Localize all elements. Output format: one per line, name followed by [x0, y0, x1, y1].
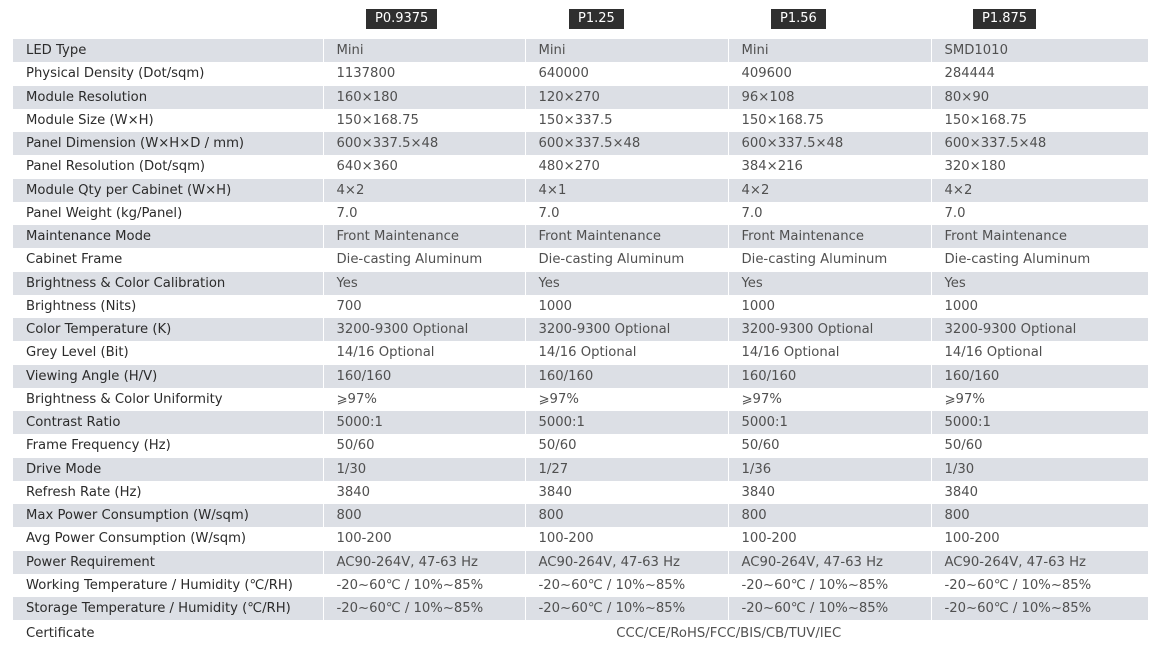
spec-value: -20~60℃ / 10%~85%: [525, 574, 728, 597]
spec-value: 50/60: [323, 434, 525, 457]
model-header-row: [13, 6, 1148, 32]
spec-value: 3200-9300 Optional: [728, 318, 931, 341]
spec-value: 800: [728, 504, 931, 527]
spec-value: 50/60: [728, 434, 931, 457]
spec-value: 1000: [728, 295, 931, 318]
spec-row: [13, 295, 1148, 318]
spec-value: 3840: [728, 481, 931, 504]
spec-value: 1/30: [323, 458, 525, 481]
spec-row: [13, 86, 1148, 109]
spec-row: [13, 527, 1148, 550]
spec-value: 5000:1: [525, 411, 728, 434]
spec-label: Cabinet Frame: [13, 248, 323, 271]
spec-value: 150×168.75: [728, 109, 931, 132]
spec-value: Die-casting Aluminum: [525, 248, 728, 271]
spec-value: 800: [931, 504, 1148, 527]
spec-value: Mini: [323, 39, 525, 62]
spec-label: Storage Temperature / Humidity (℃/RH): [13, 597, 323, 620]
spec-value: Front Maintenance: [323, 225, 525, 248]
spec-value: 4×2: [323, 179, 525, 202]
spec-row: [13, 365, 1148, 388]
spec-value: -20~60℃ / 10%~85%: [931, 597, 1148, 620]
spec-label: Avg Power Consumption (W/sqm): [13, 527, 323, 550]
model-badge-p0-9375: P0.9375: [366, 9, 437, 29]
spec-value: Die-casting Aluminum: [931, 248, 1148, 271]
certificate-value-cell: [323, 620, 1148, 647]
spec-value: AC90-264V, 47-63 Hz: [728, 551, 931, 574]
spec-label: Refresh Rate (Hz): [13, 481, 323, 504]
spec-value: ⩾97%: [323, 388, 525, 411]
spec-row: [13, 411, 1148, 434]
spec-value: 3200-9300 Optional: [323, 318, 525, 341]
spec-value: 1/36: [728, 458, 931, 481]
spec-row: [13, 574, 1148, 597]
spec-value: Yes: [525, 272, 728, 295]
spec-row: [13, 132, 1148, 155]
spec-value: Front Maintenance: [931, 225, 1148, 248]
spec-value: 700: [323, 295, 525, 318]
spec-row: [13, 481, 1148, 504]
spec-value: 1000: [931, 295, 1148, 318]
spec-value: 800: [525, 504, 728, 527]
spec-value: Yes: [931, 272, 1148, 295]
spec-value: 7.0: [323, 202, 525, 225]
certificate-label: Certificate: [13, 620, 323, 647]
spec-value: 384×216: [728, 155, 931, 178]
spec-value: SMD1010: [931, 39, 1148, 62]
spec-value: Yes: [728, 272, 931, 295]
spec-value: -20~60℃ / 10%~85%: [931, 574, 1148, 597]
spec-value: 14/16 Optional: [931, 341, 1148, 364]
spec-value: ⩾97%: [931, 388, 1148, 411]
spec-label: Panel Weight (kg/Panel): [13, 202, 323, 225]
model-badge-p1-875: P1.875: [973, 9, 1036, 29]
certificate-row: [13, 620, 1148, 647]
model-badge-p1-25: P1.25: [569, 9, 624, 29]
spec-value: 7.0: [728, 202, 931, 225]
spec-label: Max Power Consumption (W/sqm): [13, 504, 323, 527]
spec-value: 4×2: [931, 179, 1148, 202]
spec-value: 50/60: [931, 434, 1148, 457]
spec-value: 409600: [728, 62, 931, 85]
spec-value: 800: [323, 504, 525, 527]
spec-value: 1137800: [323, 62, 525, 85]
spec-row: [13, 225, 1148, 248]
spec-label: Module Qty per Cabinet (W×H): [13, 179, 323, 202]
spec-label: Panel Resolution (Dot/sqm): [13, 155, 323, 178]
spec-value: 600×337.5×48: [931, 132, 1148, 155]
spec-label: Physical Density (Dot/sqm): [13, 62, 323, 85]
spec-row: [13, 388, 1148, 411]
spec-value: Die-casting Aluminum: [323, 248, 525, 271]
spec-value: -20~60℃ / 10%~85%: [728, 597, 931, 620]
spec-value: Front Maintenance: [728, 225, 931, 248]
spec-row: [13, 318, 1148, 341]
spec-row: [13, 155, 1148, 178]
spec-value: 5000:1: [931, 411, 1148, 434]
spec-value: 100-200: [931, 527, 1148, 550]
spec-value: 3840: [931, 481, 1148, 504]
spec-value: 3840: [525, 481, 728, 504]
spec-label: Module Resolution: [13, 86, 323, 109]
model-badge-p1-56: P1.56: [771, 9, 826, 29]
spec-value: Yes: [323, 272, 525, 295]
spec-row: [13, 62, 1148, 85]
spec-row: [13, 341, 1148, 364]
spec-value: 7.0: [931, 202, 1148, 225]
spec-value: 160×180: [323, 86, 525, 109]
spec-row: [13, 458, 1148, 481]
spec-label: Grey Level (Bit): [13, 341, 323, 364]
spec-value: -20~60℃ / 10%~85%: [728, 574, 931, 597]
spec-table: [13, 39, 1148, 647]
spec-value: 640×360: [323, 155, 525, 178]
spec-value: 100-200: [525, 527, 728, 550]
spec-label: Module Size (W×H): [13, 109, 323, 132]
spec-value: 1/27: [525, 458, 728, 481]
spec-value: Mini: [525, 39, 728, 62]
spec-row: [13, 248, 1148, 271]
spec-row: [13, 434, 1148, 457]
spec-value: 1/30: [931, 458, 1148, 481]
spec-value: AC90-264V, 47-63 Hz: [323, 551, 525, 574]
spec-value: 150×337.5: [525, 109, 728, 132]
spec-label: Viewing Angle (H/V): [13, 365, 323, 388]
spec-label: Color Temperature (K): [13, 318, 323, 341]
spec-label: Panel Dimension (W×H×D / mm): [13, 132, 323, 155]
spec-value: 160/160: [323, 365, 525, 388]
spec-value: Front Maintenance: [525, 225, 728, 248]
spec-label: Contrast Ratio: [13, 411, 323, 434]
spec-value: 150×168.75: [931, 109, 1148, 132]
spec-row: [13, 597, 1148, 620]
spec-label: LED Type: [13, 39, 323, 62]
spec-label: Brightness (Nits): [13, 295, 323, 318]
certificate-value: CCC/CE/RoHS/FCC/BIS/CB/TUV/IEC: [616, 626, 842, 642]
spec-value: 14/16 Optional: [728, 341, 931, 364]
spec-value: AC90-264V, 47-63 Hz: [931, 551, 1148, 574]
spec-label: Drive Mode: [13, 458, 323, 481]
spec-value: ⩾97%: [728, 388, 931, 411]
spec-value: 100-200: [728, 527, 931, 550]
spec-value: -20~60℃ / 10%~85%: [323, 597, 525, 620]
spec-value: 7.0: [525, 202, 728, 225]
spec-value: ⩾97%: [525, 388, 728, 411]
spec-value: 1000: [525, 295, 728, 318]
spec-row: [13, 272, 1148, 295]
spec-value: 80×90: [931, 86, 1148, 109]
spec-value: Die-casting Aluminum: [728, 248, 931, 271]
spec-value: 480×270: [525, 155, 728, 178]
spec-value: 160/160: [728, 365, 931, 388]
spec-value: 96×108: [728, 86, 931, 109]
spec-value: 120×270: [525, 86, 728, 109]
spec-value: 3200-9300 Optional: [525, 318, 728, 341]
spec-table-body: [13, 39, 1148, 647]
spec-label: Power Requirement: [13, 551, 323, 574]
spec-value: 100-200: [323, 527, 525, 550]
spec-value: 160/160: [525, 365, 728, 388]
spec-value: 4×2: [728, 179, 931, 202]
spec-value: -20~60℃ / 10%~85%: [525, 597, 728, 620]
spec-row: [13, 179, 1148, 202]
spec-row: [13, 202, 1148, 225]
spec-label: Maintenance Mode: [13, 225, 323, 248]
spec-row: [13, 551, 1148, 574]
spec-value: 600×337.5×48: [728, 132, 931, 155]
spec-value: 3840: [323, 481, 525, 504]
spec-label: Brightness & Color Calibration: [13, 272, 323, 295]
spec-value: 14/16 Optional: [323, 341, 525, 364]
spec-value: 150×168.75: [323, 109, 525, 132]
spec-label: Brightness & Color Uniformity: [13, 388, 323, 411]
spec-value: 160/160: [931, 365, 1148, 388]
spec-value: -20~60℃ / 10%~85%: [323, 574, 525, 597]
spec-value: 600×337.5×48: [525, 132, 728, 155]
spec-value: 5000:1: [323, 411, 525, 434]
spec-row: [13, 109, 1148, 132]
spec-value: 600×337.5×48: [323, 132, 525, 155]
spec-value: 5000:1: [728, 411, 931, 434]
spec-value: 50/60: [525, 434, 728, 457]
spec-value: 284444: [931, 62, 1148, 85]
spec-row: [13, 39, 1148, 62]
spec-value: 3200-9300 Optional: [931, 318, 1148, 341]
spec-value: 640000: [525, 62, 728, 85]
spec-value: 14/16 Optional: [525, 341, 728, 364]
spec-value: Mini: [728, 39, 931, 62]
spec-value: 320×180: [931, 155, 1148, 178]
spec-value: 4×1: [525, 179, 728, 202]
spec-value: AC90-264V, 47-63 Hz: [525, 551, 728, 574]
spec-row: [13, 504, 1148, 527]
spec-label: Frame Frequency (Hz): [13, 434, 323, 457]
spec-label: Working Temperature / Humidity (℃/RH): [13, 574, 323, 597]
